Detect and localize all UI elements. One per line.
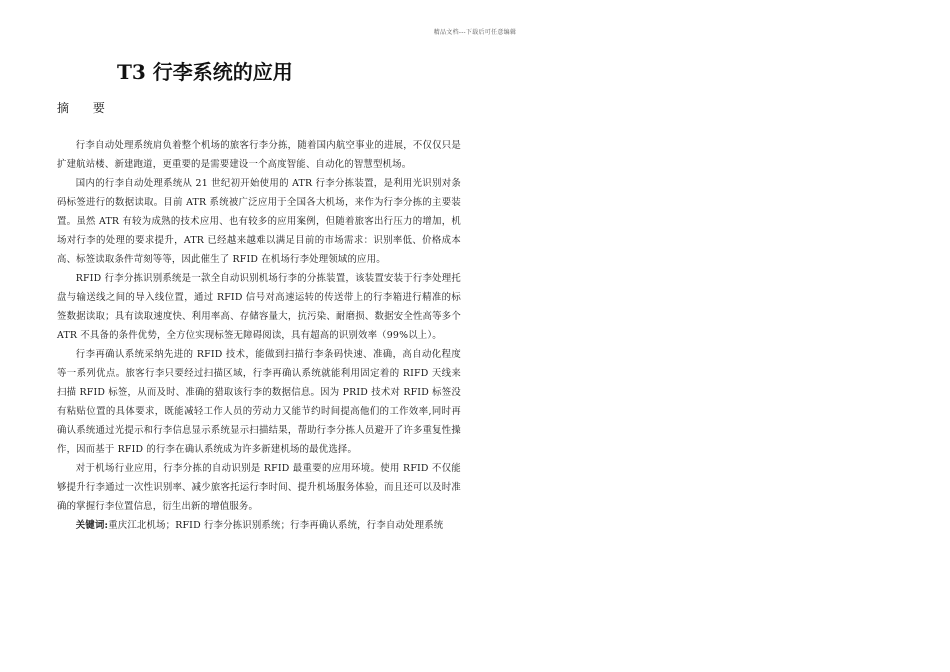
document-title: T3 行李系统的应用: [117, 60, 293, 84]
abstract-heading: 摘 要: [57, 101, 115, 115]
paragraph: 行李再确认系统采纳先进的 RFID 技术，能做到扫描行李条码快速、准确，高自动化程度等一系列优点。旅客行李只要经过扫描区域，行李再确认系统就能利用固定着的 RIFD 天线来扫描 RFID 标签，从而及时、准确的猎取该行李的数据信息。因为 PRID 技术对 RFID 标签没有粘贴位置的具体要求，既能减轻工作人员的劳动力又能节约时间提高他们的工作效率,同时再确认系统通过光提示和行李信息显示系统显示扫描结果，帮助行李分拣人员避开了许多重复性操作，因而基于 RFID 的行李在确认系统成为许多新建机场的最优选择。: [57, 349, 461, 455]
keywords-text: 重庆江北机场；RFID 行李分拣识别系统；行李再确认系统，行李自动处理系统: [108, 520, 444, 531]
paragraph: 国内的行李自动处理系统从 21 世纪初开始使用的 ATR 行李分拣装置，是利用光识别对条码标签进行的数据读取。目前 ATR 系统被广泛应用于全国各大机场，来作为行李分拣的主要装置。虽然 ATR 有较为成熟的技术应用、也有较多的应用案例，但随着旅客出行压力的增加，机场对行李的处理的要求提升，ATR 已经越来越难以满足目前的市场需求：识别率低、价格成本高、标签读取条件苛刻等等，因此催生了 RFID 在机场行李处理领域的应用。: [57, 178, 461, 265]
paragraph: RFID 行李分拣识别系统是一款全自动识别机场行李的分拣装置，该装置安装于行李处理托盘与输送线之间的导入线位置，通过 RFID 信号对高速运转的传送带上的行李箱进行精准的标签数据读取；具有读取速度快、利用率高、存储容量大，抗污染、耐磨损、数据安全性高等多个 ATR 不具备的条件优势，全方位实现标签无障碍阅读，具有超高的识别效率（99%以上）。: [57, 273, 461, 341]
paragraph: 行李自动处理系统肩负着整个机场的旅客行李分拣，随着国内航空事业的进展，不仅仅只是扩建航站楼、新建跑道，更重要的是需要建设一个高度智能、自动化的智慧型机场。: [57, 140, 461, 170]
keywords-line: [57, 516, 461, 535]
header-note: 精品文档---下载后可任意编辑: [433, 29, 517, 36]
abstract-body: [57, 136, 461, 535]
keywords-label: 关键词:: [75, 520, 109, 531]
paragraph: 对于机场行业应用，行李分拣的自动识别是 RFID 最重要的应用环境。使用 RFID 不仅能够提升行李通过一次性识别率、减少旅客托运行李时间、提升机场服务体验，而且还可以及时准确的掌握行李位置信息，衍生出新的增值服务。: [57, 463, 461, 512]
